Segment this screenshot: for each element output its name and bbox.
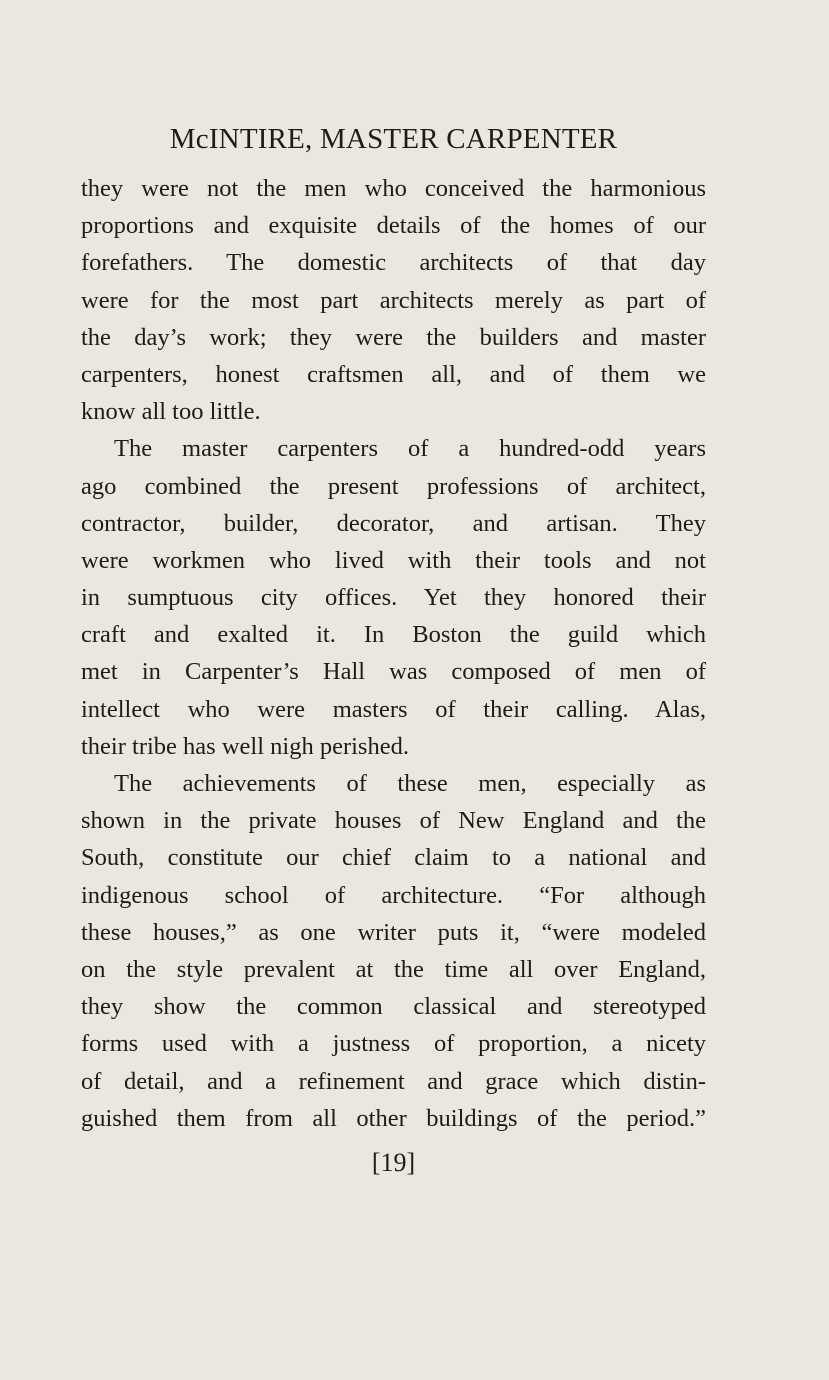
text-line: in sumptuous city offices. Yet they honored their — [81, 584, 706, 612]
page-number: [19] — [371, 1148, 416, 1177]
text-line: carpenters, honest craftsmen all, and of them we — [81, 360, 706, 388]
text-line: they show the common classical and stereotyped — [81, 993, 706, 1021]
text-line: proportions and exquisite details of the homes of our — [81, 212, 706, 240]
text-line: these houses,” as one writer puts it, “were modeled — [81, 918, 706, 946]
text-line: The master carpenters of a hundred-odd years — [114, 435, 706, 463]
text-line: South, constitute our chief claim to a national and — [81, 844, 706, 872]
text-line: they were not the men who conceived the harmonious — [81, 175, 706, 202]
text-line: indigenous school of architecture. “For although — [81, 881, 706, 909]
text-line: shown in the private houses of New England and the — [81, 807, 706, 835]
text-line: were workmen who lived with their tools and not — [81, 546, 706, 574]
text-line: met in Carpenter’s Hall was composed of men of — [81, 658, 706, 686]
text-line: intellect who were masters of their calling. Alas, — [81, 695, 706, 723]
body-text — [81, 170, 706, 1137]
text-line: forefathers. The domestic architects of that day — [81, 249, 706, 277]
paragraph — [81, 170, 706, 430]
text-line: craft and exalted it. In Boston the guild which — [81, 621, 706, 649]
text-line: were for the most part architects merely as part of — [81, 286, 706, 314]
text-line: on the style prevalent at the time all over England, — [81, 955, 706, 983]
text-line: of detail, and a refinement and grace which distin- — [81, 1067, 706, 1095]
text-line: contractor, builder, decorator, and artisan. They — [81, 509, 706, 537]
text-line: The achievements of these men, especially as — [114, 770, 706, 797]
text-line: know all too little. — [81, 398, 261, 426]
text-line: ago combined the present professions of architect, — [81, 472, 706, 500]
text-line: guished them from all other buildings of the period.” — [81, 1104, 706, 1132]
paragraph — [81, 765, 706, 1137]
text-line: their tribe has well nigh perished. — [81, 732, 409, 760]
paragraph — [81, 430, 706, 765]
running-head: McINTIRE, MASTER CARPENTER — [169, 123, 618, 155]
text-line: forms used with a justness of proportion, a nicety — [81, 1030, 706, 1058]
text-line: the day’s work; they were the builders and master — [81, 323, 706, 351]
